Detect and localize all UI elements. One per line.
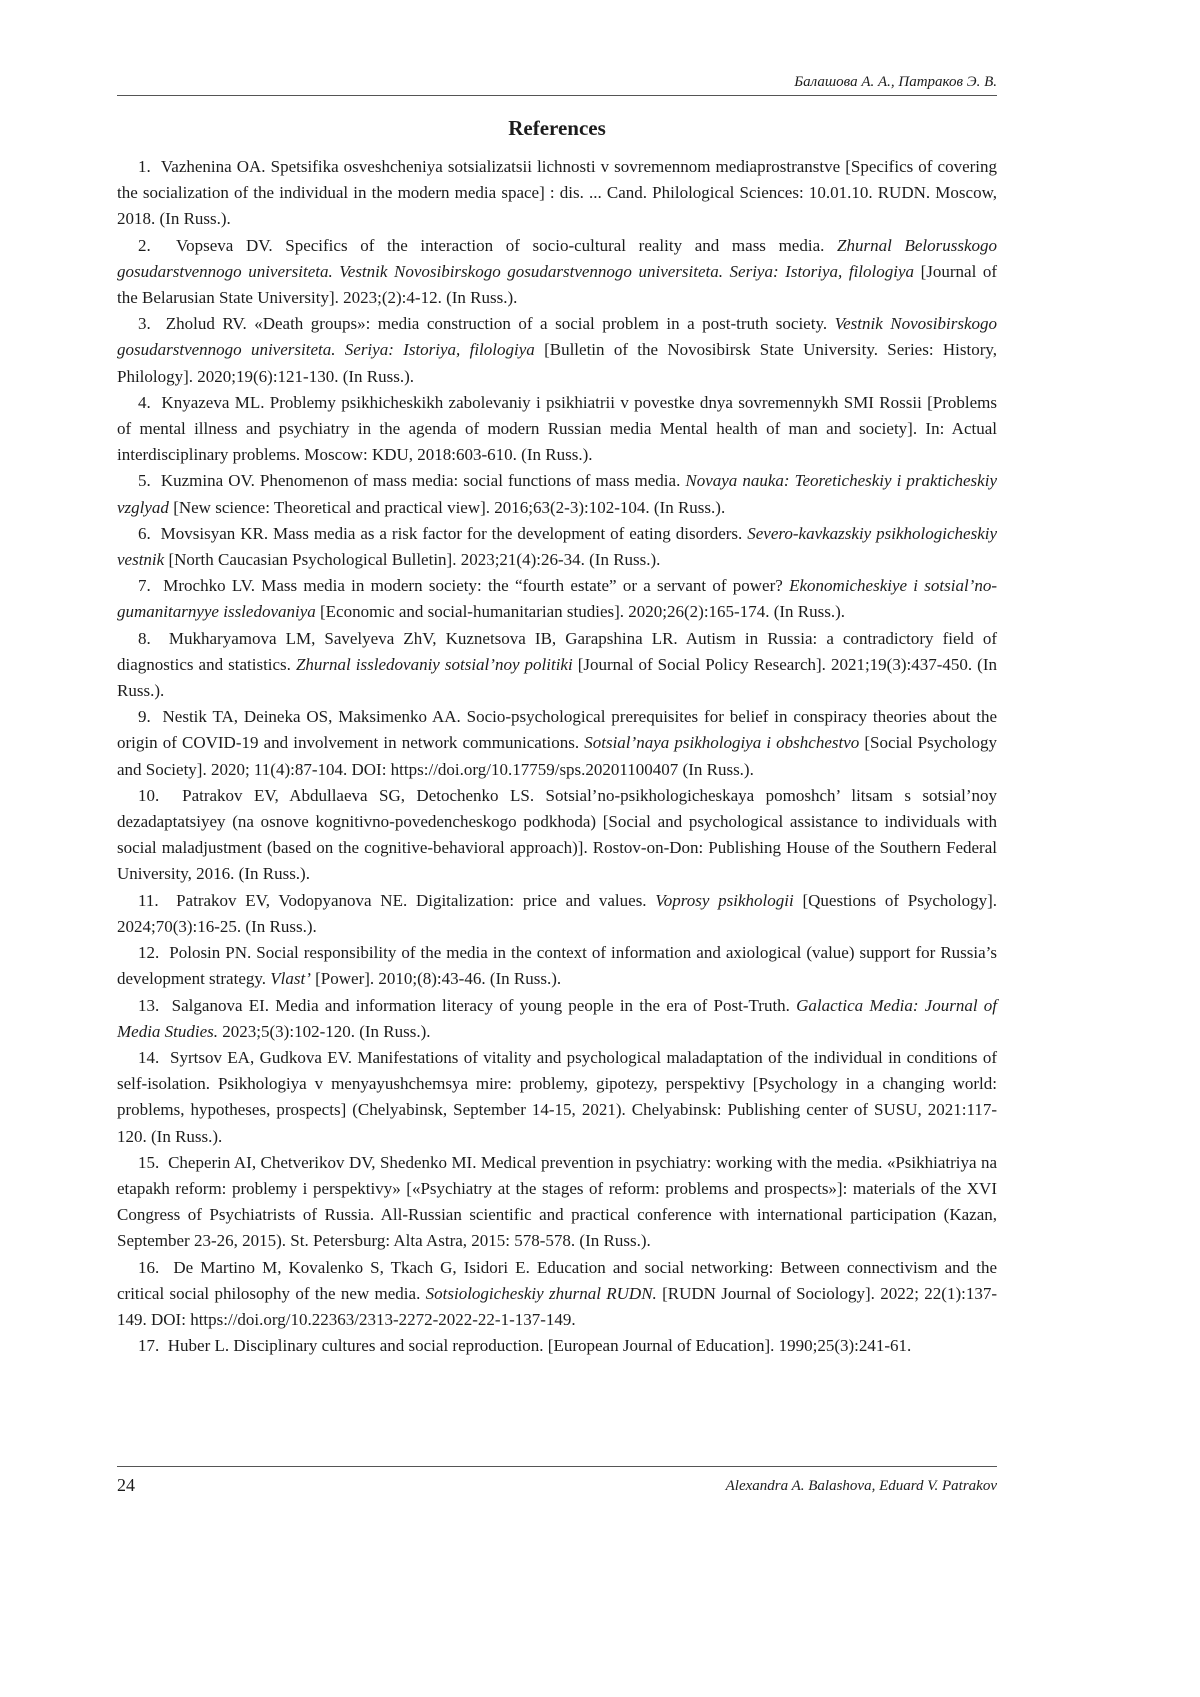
section-title: References <box>508 116 606 140</box>
reference-details: [Journal of the Belarusian State University]. 2023;(2):4-12. (In Russ.). <box>117 261 998 308</box>
reference-details: [Journal of Social Policy Research]. 2021;19(3):437-450. (In Russ.). <box>117 654 997 701</box>
reference-item <box>117 993 997 1045</box>
reference-details: [Questions of Psychology]. 2024;70(3):16-25. (In Russ.). <box>117 890 998 936</box>
reference-number: 6. <box>138 523 151 543</box>
reference-text: Patrakov EV, Vodopyanova NE. Digitalization: price and values. <box>176 890 656 910</box>
reference-number: 1. <box>138 157 151 176</box>
reference-journal: Severo-kavkazskiy psikhologicheskiy vestnik <box>117 523 998 570</box>
reference-number: 16. <box>138 1257 160 1277</box>
reference-number: 14. <box>138 1047 160 1067</box>
reference-item <box>117 311 997 390</box>
reference-number: 5. <box>138 471 151 491</box>
reference-item <box>117 573 997 625</box>
reference-journal: Vlast’ <box>270 969 311 989</box>
reference-number: 11. <box>138 890 159 910</box>
footer-rule <box>117 1466 997 1467</box>
reference-details: [Social Psychology and Society]. 2020; 11(4):87-104. DOI: https://doi.org/10.17759/sps.20201100407 (In Russ.). <box>117 733 997 779</box>
reference-journal: Zhurnal issledovaniy sotsial’noy politiki <box>295 654 573 674</box>
reference-text: Mrochko LV. Mass media in modern society: the “fourth estate” or a servant of power? <box>163 576 790 596</box>
reference-item <box>117 940 997 992</box>
reference-journal: Voprosy psikhologii <box>655 890 794 910</box>
reference-text: Salganova EI. Media and information literacy of young people in the era of Post-Truth. <box>171 995 797 1015</box>
footer-authors: Alexandra A. Balashova, Eduard V. Patrakov <box>725 1478 997 1494</box>
reference-item <box>117 390 997 469</box>
reference-details: [New science: Theoretical and practical view]. 2016;63(2-3):102-104. (In Russ.). <box>168 497 726 517</box>
reference-number: 3. <box>138 314 151 334</box>
reference-journal: Sotsial’naya psikhologiya i obshchestvo <box>584 733 860 753</box>
reference-number: 10. <box>138 785 160 805</box>
reference-text: Polosin PN. Social responsibility of the media in the context of information and axiological (value) support for Russia’s development strategy. <box>117 943 998 989</box>
reference-number: 4. <box>138 392 151 412</box>
reference-list <box>117 154 997 1359</box>
reference-text: Huber L. Disciplinary cultures and social reproduction. [European Journal of Education]. 1990;25(3):241-61. <box>167 1336 912 1356</box>
reference-details: [North Caucasian Psychological Bulletin]. 2023;21(4):26-34. (In Russ.). <box>164 550 661 570</box>
reference-item <box>117 1045 997 1150</box>
reference-item <box>117 468 997 520</box>
reference-item <box>117 521 997 573</box>
running-head: Балашова А. А., Патраков Э. В. <box>794 74 997 90</box>
reference-journal: Galactica Media: Journal of Media Studies. <box>117 995 997 1041</box>
reference-item <box>117 626 997 705</box>
reference-item <box>117 704 997 783</box>
reference-journal: Novaya nauka: Teoreticheskiy i prakticheskiy vzglyad <box>117 471 997 517</box>
reference-journal: Vestnik Novosibirskogo gosudarstvennogo universiteta. Seriya: Istoriya, filologiya <box>117 314 997 360</box>
reference-number: 15. <box>138 1152 160 1172</box>
reference-number: 7. <box>138 576 151 596</box>
reference-item <box>117 1255 997 1334</box>
reference-number: 8. <box>138 628 151 648</box>
reference-journal: Sotsiologicheskiy zhurnal RUDN. <box>425 1283 657 1303</box>
reference-journal: Zhurnal Belorusskogo gosudarstvennogo universiteta. Vestnik Novosibirskogo gosudarstvennogo universiteta. Seriya: Istoriya, filologiya <box>117 235 997 281</box>
reference-number: 13. <box>138 995 160 1015</box>
reference-text: Knyazeva ML. Problemy psikhicheskikh zabolevaniy i psikhiatrii v povestke dnya sovremennykh SMI Rossii [Problems of mental illness and psychiatry in the agenda of modern Russian media Mental health of man and society]. In: Actual interdisciplinary problems. Moscow: KDU, 2018:603-610. (In Russ.). <box>117 392 998 465</box>
reference-number: 2. <box>138 235 151 255</box>
reference-item <box>117 888 997 940</box>
reference-text: Kuzmina OV. Phenomenon of mass media: social functions of mass media. <box>160 471 686 491</box>
reference-text: Movsisyan KR. Mass media as a risk factor for the development of eating disorders. <box>160 523 748 543</box>
reference-item <box>117 233 997 312</box>
reference-text: Mukharyamova LM, Savelyeva ZhV, Kuznetsova IB, Garapshina LR. Autism in Russia: a contradictory field of diagnostics and statistics. <box>117 628 997 674</box>
reference-text: De Martino M, Kovalenko S, Tkach G, Isidori E. Education and social networking: Between connectivism and the critical social philosophy of the new media. <box>117 1257 998 1303</box>
reference-text: Zholud RV. «Death groups»: media construction of a social problem in a post-truth society. <box>165 314 835 334</box>
reference-details: 2023;5(3):102-120. (In Russ.). <box>218 1021 431 1041</box>
reference-item <box>117 1150 997 1255</box>
reference-text: Patrakov EV, Abdullaeva SG, Detochenko LS. Sotsial’no-psikhologicheskaya pomoshch’ litsam s sotsial’noy dezadaptatsiyey (na osnove kognitivno-povedencheskogo podkhoda) [Social and psychological assistance to individuals with social maladjustment (based on the cognitive-behavioral approach)]. Rostov-on-Don: Publishing House of the Southern Federal University, 2016. (In Russ.). <box>117 785 998 884</box>
reference-item <box>117 154 997 233</box>
reference-details: [Bulletin of the Novosibirsk State University. Series: History, Philology]. 2020;19(6):121-130. (In Russ.). <box>117 340 998 386</box>
reference-item <box>117 783 997 888</box>
reference-item <box>117 1333 997 1359</box>
reference-text: Cheperin AI, Chetverikov DV, Shedenko MI. Medical prevention in psychiatry: working with the media. «Psikhiatriya na etapakh reform: problemy i perspektivy» [«Psychiatry at the stages of reform: problems and prospects»]: materials of the XVI Congress of Psychiatrists of Russia. All-Russian scientific and practical conference with international participation (Kazan, September 23-26, 2015). St. Petersburg: Alta Astra, 2015: 578-578. (In Russ.). <box>117 1152 997 1251</box>
reference-text: Vopseva DV. Specifics of the interaction of socio-cultural reality and mass media. <box>176 235 838 255</box>
reference-text: Vazhenina OA. Spetsifika osveshcheniya sotsializatsii lichnosti v sovremennom mediaprostranstve [Specifics of covering the socialization of the individual in the modern media space] : dis. ... Cand. Philological Sciences: 10.01.10. RUDN. Moscow, 2018. (In Russ.). <box>117 157 997 229</box>
reference-details: [RUDN Journal of Sociology]. 2022; 22(1):137-149. DOI: https://doi.org/10.22363/2313-2272-2022-22-1-137-149. <box>117 1283 997 1329</box>
reference-journal: Ekonomicheskiye i sotsial’no-gumanitarnyye issledovaniya <box>117 576 998 622</box>
reference-text: Nestik TA, Deineka OS, Maksimenko AA. Socio-psychological prerequisites for belief in conspiracy theories about the origin of COVID-19 and involvement in network communications. <box>117 707 997 753</box>
header-rule <box>117 95 997 96</box>
reference-number: 12. <box>138 943 160 963</box>
page-number: 24 <box>117 1475 135 1495</box>
reference-details: [Economic and social-humanitarian studies]. 2020;26(2):165-174. (In Russ.). <box>315 602 846 622</box>
reference-text: Syrtsov EA, Gudkova EV. Manifestations of vitality and psychological maladaptation of the individual in conditions of self-isolation. Psikhologiya v menyayushchemsya mire: problemy, gipotezy, perspektivy [Psychology in a changing world: problems, hypotheses, prospects] (Chelyabinsk, September 14-15, 2021). Chelyabinsk: Publishing center of SUSU, 2021:117-120. (In Russ.). <box>117 1047 998 1146</box>
reference-number: 9. <box>138 707 151 727</box>
reference-number: 17. <box>138 1336 160 1356</box>
reference-details: [Power]. 2010;(8):43-46. (In Russ.). <box>310 969 562 989</box>
